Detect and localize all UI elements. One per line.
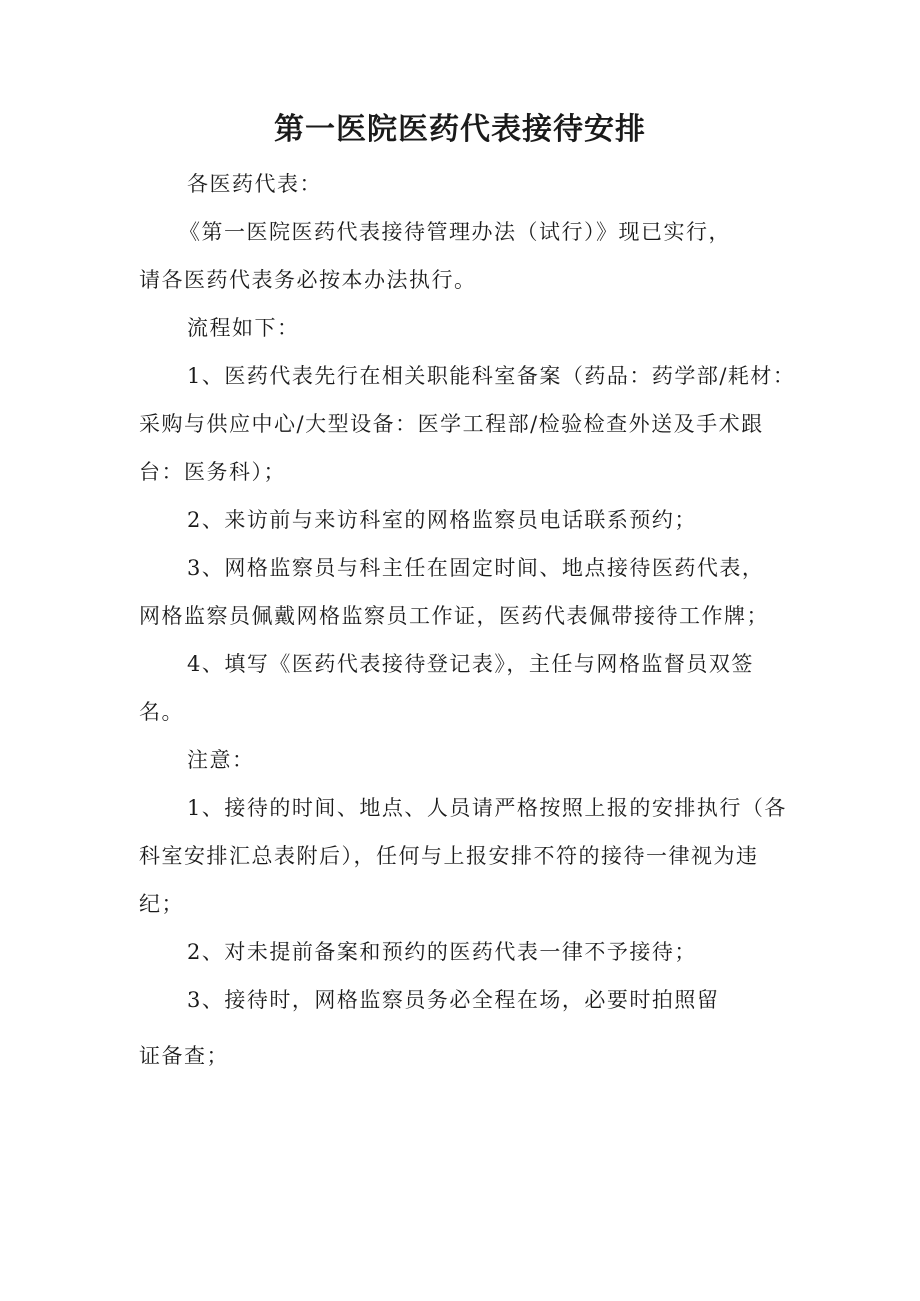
process-item-4-line-2: 名。 (139, 700, 184, 724)
notes-item-2-line-1: 2、对未提前备案和预约的医药代表一律不予接待； (187, 940, 697, 964)
process-item-3-line-1: 3、网格监察员与科主任在固定时间、地点接待医药代表， (187, 556, 765, 580)
intro-line-1: 《第一医院医药代表接待管理办法（试行）》现已实行， (179, 220, 731, 244)
notes-item-1-line-1: 1、接待的时间、地点、人员请严格按照上报的安排执行（各 (187, 796, 787, 820)
process-item-4-line-1: 4、填写《医药代表接待登记表》，主任与网格监督员双签 (187, 652, 754, 676)
notes-item-3-line-1: 3、接待时，网格监察员务必全程在场，必要时拍照留 (187, 988, 720, 1012)
notes-item-1-line-2: 科室安排汇总表附后），任何与上报安排不符的接待一律视为违 (139, 844, 759, 868)
notes-item-1-line-3: 纪； (139, 892, 184, 916)
process-item-1-line-1: 1、医药代表先行在相关职能科室备案（药品：药学部/耗材： (187, 364, 796, 388)
process-item-1-line-3: 台：医务科）； (139, 460, 286, 484)
document-title: 第一医院医药代表接待安排 (274, 112, 646, 147)
intro-line-2: 请各医药代表务必按本办法执行。 (139, 268, 477, 292)
process-heading: 流程如下： (187, 316, 300, 340)
document-body (139, 160, 796, 1080)
process-item-1-line-2: 采购与供应中心/大型设备：医学工程部/检验检查外送及手术跟 (139, 412, 764, 436)
notes-item-3-line-2: 证备查； (139, 1044, 229, 1068)
notes-heading: 注意： (187, 748, 255, 772)
salutation: 各医药代表： (187, 172, 322, 196)
process-item-2-line-1: 2、来访前与来访科室的网格监察员电话联系预约； (187, 508, 697, 532)
process-item-3-line-2: 网格监察员佩戴网格监察员工作证，医药代表佩带接待工作牌； (139, 604, 769, 628)
